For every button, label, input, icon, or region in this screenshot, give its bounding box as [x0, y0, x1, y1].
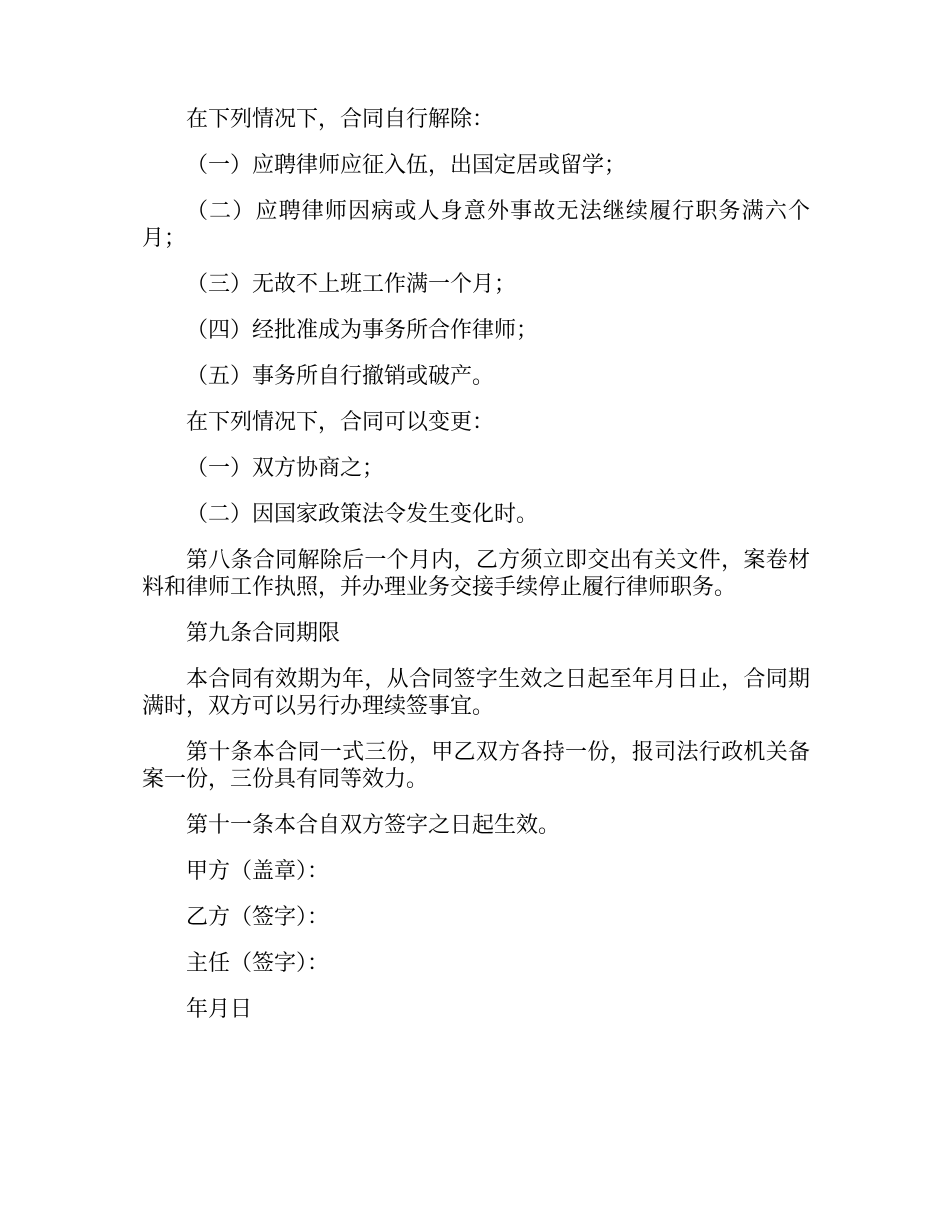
signature-party-a: 甲方（盖章）： [186, 859, 330, 884]
signature-party-b: 乙方（签字）： [186, 905, 330, 930]
paragraph-article-9-heading: 第九条合同期限 [186, 621, 341, 646]
paragraph-article-8: 第八条合同解除后一个月内，乙方须立即交出有关文件，案卷材料和律师工作执照，并办理业务交接手续停止履行律师职务。 [142, 548, 810, 600]
paragraph-change-item-1: （一）双方协商之； [186, 456, 385, 481]
document-body [142, 106, 810, 1042]
paragraph-article-11: 第十一条本合自双方签字之日起生效。 [186, 813, 561, 838]
paragraph-termination-item-1: （一）应聘律师应征入伍，出国定居或留学； [186, 153, 627, 178]
paragraph-article-10: 第十条本合同一式三份，甲乙双方各持一份，报司法行政机关备案一份，三份具有同等效力。 [142, 740, 810, 792]
paragraph-termination-item-2: （二）应聘律师因病或人身意外事故无法继续履行职务满六个月； [142, 199, 810, 251]
signature-date: 年月日 [186, 997, 253, 1022]
paragraph-termination-intro: 在下列情况下，合同自行解除： [186, 107, 495, 132]
signature-director: 主任（签字）： [186, 951, 330, 976]
paragraph-article-9-body: 本合同有效期为年，从合同签字生效之日起至年月日止，合同期满时，双方可以另行办理续签事宜。 [142, 667, 810, 719]
paragraph-termination-item-4: （四）经批准成为事务所合作律师； [186, 318, 539, 343]
paragraph-termination-item-3: （三）无故不上班工作满一个月； [186, 272, 517, 297]
paragraph-change-item-2: （二）因国家政策法令发生变化时。 [186, 502, 539, 527]
paragraph-termination-item-5: （五）事务所自行撤销或破产。 [186, 364, 495, 389]
paragraph-change-intro: 在下列情况下，合同可以变更： [186, 410, 495, 435]
